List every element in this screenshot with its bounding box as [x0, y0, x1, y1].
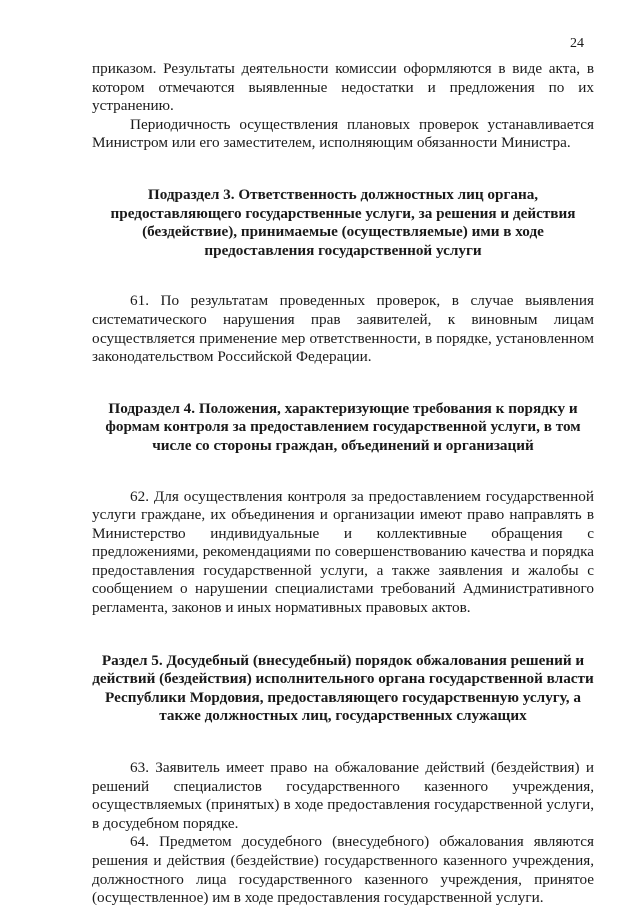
- paragraph-intro-continuation: приказом. Результаты деятельности комиссии оформляются в виде акта, в котором отмечаются выявленные недостатки и предложения по их устранению.: [92, 60, 594, 115]
- paragraph-inspection-frequency: Периодичность осуществления плановых проверок устанавливается Министром или его заместителем, исполняющим обязанности Министра.: [92, 115, 594, 152]
- spacer: [92, 726, 594, 759]
- spacer: [92, 367, 594, 400]
- spacer: [92, 260, 594, 292]
- page-number: 24: [570, 36, 584, 51]
- spacer: [92, 153, 594, 186]
- paragraph-64: 64. Предметом досудебного (внесудебного) обжалования являются решения и действия (бездействие) государственного казенного учреждения, должностного лица государственного казенного учреждения, принятое (осуществленное) им в ходе предоставления государственной услуги.: [92, 833, 594, 907]
- paragraph-63: 63. Заявитель имеет право на обжалование действий (бездействия) и решений специалистов государственного казенного учреждения, осуществляемых (принятых) в ходе предоставления государственной услуги, в досудебном порядке.: [92, 759, 594, 832]
- heading-section-5: Раздел 5. Досудебный (внесудебный) порядок обжалования решений и действий (бездействия) исполнительного органа государственной власти Республики Мордовия, предоставляющего государственную услугу, а также должностных лиц, государственных служащих: [92, 651, 594, 725]
- spacer: [92, 618, 594, 652]
- paragraph-61: 61. По результатам проведенных проверок, в случае выявления систематического нарушения прав заявителей, к виновным лицам осуществляется применение мер ответственности, в порядке, установленном законодательством Российской Федерации.: [92, 292, 594, 366]
- heading-subsection-4: Подраздел 4. Положения, характеризующие требования к порядку и формам контроля за предоставлением государственной услуги, в том числе со стороны граждан, объединений и организаций: [105, 399, 581, 454]
- heading-subsection-3: Подраздел 3. Ответственность должностных лиц органа, предоставляющего государственные услуги, за решения и действия (бездействие), принимаемые (осуществляемые) ими в ходе предоставления государственной услуги: [110, 185, 576, 259]
- spacer: [92, 456, 594, 488]
- page-content: [92, 60, 594, 908]
- paragraph-62: 62. Для осуществления контроля за предоставлением государственной услуги граждане, их объединения и организации имеют право направлять в Министерство индивидуальные и коллективные обращения с предложениями, рекомендациями по совершенствованию качества и порядка предоставления государственной услуги, а также заявления и жалобы с сообщением о нарушении специалистами требований Административного регламента, законов и иных нормативных правовых актов.: [92, 487, 594, 617]
